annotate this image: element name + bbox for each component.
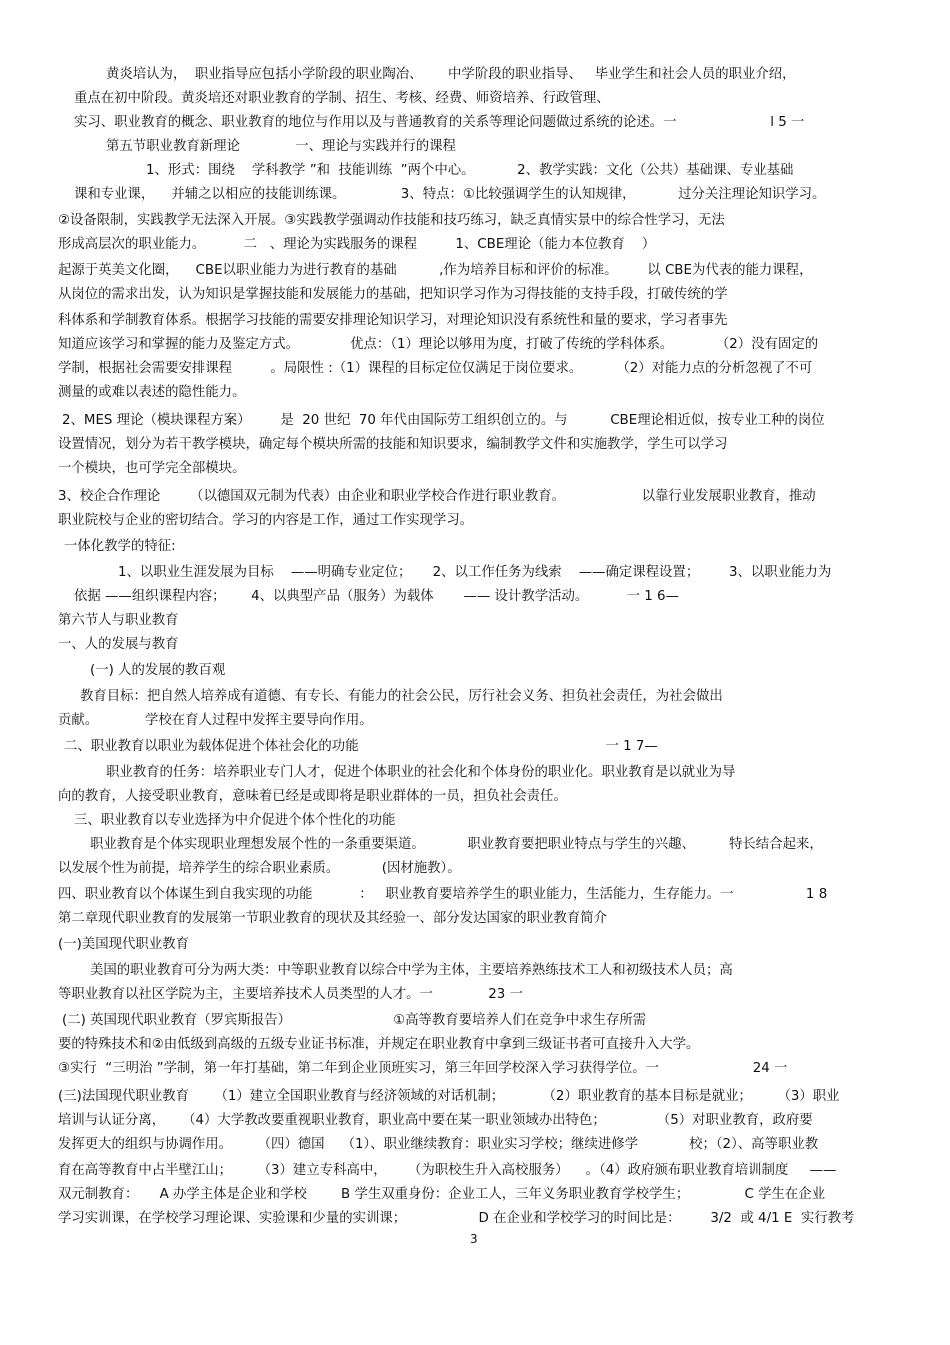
text-line: (一) 人的发展的教百观 (90, 663, 226, 678)
text-line: 三、职业教育以专业选择为中介促进个体个性化的功能 (74, 813, 396, 828)
text-line: 贡献。 学校在育人过程中发挥主要导向作用。 (58, 713, 373, 728)
text-line: 依据 ——组织课程内容； 4、以典型产品（服务）为载体 —— 设计教学活动。 一 1 6— (74, 589, 679, 604)
text-line: ③实行 “三明治 ”学制，第一年打基础，第二年到企业顶班实习，第三年回学校深入学习获得学位。一 24 一 (58, 1061, 788, 1076)
text-line: 起源于英美文化圈， CBE以职业能力为进行教育的基础 ,作为培养目标和评价的标准。 以 CBE为代表的能力课程， (58, 263, 813, 278)
text-line: 职业教育的任务：培养职业专门人才，促进个体职业的社会化和个体身份的职业化。职业教育是以就业为导 (106, 765, 736, 780)
text-line: 一、人的发展与教育 (58, 637, 179, 652)
text-line: 教育目标：把自然人培养成有道德、有专长、有能力的社会公民，厉行社会义务、担负社会责任，为社会做出 (80, 689, 723, 704)
text-line: 培训与认证分离， （4）大学教改要重视职业教育，职业高中要在某一职业领域办出特色； （5）对职业教育，政府要 (58, 1113, 813, 1128)
text-line: 重点在初中阶段。黄炎培还对职业教育的学制、招生、考核、经费、师资培养、行政管理、 (74, 91, 610, 106)
text-line: 3、校企合作理论 （以德国双元制为代表）由企业和职业学校合作进行职业教育。 以靠行业发展职业教育，推动 (58, 489, 816, 504)
text-line: 要的特殊技术和②由低级到高级的五级专业证书标准，并规定在职业教育中拿到三级证书者可直接升入大学。 (58, 1037, 700, 1052)
text-line: 课和专业课， 并辅之以相应的技能训练课。 3、特点：①比较强调学生的认知规律， 过分关注理论知识学习。 (74, 187, 826, 202)
text-line: 形成高层次的职业能力。 二 、理论为实践服务的课程 1、CBE理论（能力本位教育 ） (58, 237, 656, 252)
chapter-heading: 第二章现代职业教育的发展第一节职业教育的现状及其经验一、部分发达国家的职业教育简介 (58, 911, 608, 926)
text-line: 职业院校与企业的密切结合。学习的内容是工作，通过工作实现学习。 (58, 513, 474, 528)
text-line: 设置情况，划分为若干教学模块，确定每个模块所需的技能和知识要求，编制教学文件和实施教学，学生可以学习 (58, 437, 728, 452)
text-line: 以发展个性为前提，培养学生的综合职业素质。 (因材施教）。 (58, 861, 461, 876)
text-line: 1、形式：围绕 学科教学 ”和 技能训练 ”两个中心。 2、教学实践：文化（公共）基础课、专业基础 (146, 163, 794, 178)
text-line: 学习实训课，在学校学习理论课、实验课和少量的实训课； D 在企业和学校学习的时间比是： 3/2 或 4/1 E 实行教考 (58, 1211, 855, 1226)
text-line: 双元制教育： A 办学主体是企业和学校 B 学生双重身份：企业工人，三年义务职业教育学校学生； C 学生在企业 (58, 1187, 826, 1202)
text-line: 育在高等教育中占半壁江山； （3）建立专科高中， （为职校生升入高校服务） 。（4）政府颁布职业教育培训制度 —— (58, 1163, 837, 1178)
text-line: 2、MES 理论（模块课程方案） 是 20 世纪 70 年代由国际劳工组织创立的。与 CBE理论相近似，按专业工种的岗位 (62, 413, 825, 428)
page-number: 3 (470, 1232, 478, 1246)
text-line: (一)美国现代职业教育 (58, 937, 189, 952)
text-line: 测量的或难以表述的隐性能力。 (58, 385, 246, 400)
text-line: 科体系和学制教育体系。根据学习技能的需要安排理论知识学习，对理论知识没有系统性和量的要求，学习者事先 (58, 313, 728, 328)
text-line: 从岗位的需求出发，认为知识是掌握技能和发展能力的基础，把知识学习作为习得技能的支持手段，打破传统的学 (58, 287, 728, 302)
section-heading: 第六节人与职业教育 (58, 613, 179, 628)
text-line: 发挥更大的组织与协调作用。 （四）德国 （1）、职业继续教育：职业实习学校；继续进修学 校；（2）、高等职业教 (58, 1137, 819, 1152)
text-line: 知道应该学习和掌握的能力及鉴定方式。 优点：（1）理论以够用为度，打破了传统的学科体系。 （2）没有固定的 (58, 337, 819, 352)
text-line: 一体化教学的特征: (64, 539, 176, 554)
text-line: ②设备限制，实践教学无法深入开展。③实践教学强调动作技能和技巧练习，缺乏真情实景中的综合性学习，无法 (58, 213, 725, 228)
text-line: 四、职业教育以个体谋生到自我实现的功能 ： 职业教育要培养学生的职业能力，生活能力，生存能力。一 1 8 (58, 887, 828, 902)
text-line: 等职业教育以社区学院为主，主要培养技术人员类型的人才。一 23 一 (58, 987, 523, 1002)
text-line: 黄炎培认为， 职业指导应包括小学阶段的职业陶冶、 中学阶段的职业指导、 毕业学生和社会人员的职业介绍， (106, 67, 796, 82)
text-line: (二) 英国现代职业教育（罗宾斯报告） ①高等教育要培养人们在竞争中求生存所需 (62, 1013, 647, 1028)
text-line: 向的教育，人接受职业教育，意味着已经是或即将是职业群体的一员，担负社会责任。 (58, 789, 567, 804)
text-line: 实习、职业教育的概念、职业教育的地位与作用以及与普通教育的关系等理论问题做过系统的论述。一 l 5 一 (74, 115, 805, 130)
text-line: (三)法国现代职业教育 （1）建立全国职业教育与经济领域的对话机制； （2）职业教育的基本目标是就业； （3）职业 (58, 1089, 840, 1104)
text-line: 1、以职业生涯发展为目标 ——明确专业定位； 2、以工作任务为线索 ——确定课程设置； 3、以职业能力为 (118, 565, 832, 580)
text-line: 学制，根据社会需要安排课程 。局限性 :（1）课程的目标定位仅满足于岗位要求。 （2）对能力点的分析忽视了不可 (58, 361, 813, 376)
text-line: 一个模块，也可学完全部模块。 (58, 461, 246, 476)
text-line: 职业教育是个体实现职业理想发展个性的一条重要渠道。 职业教育要把职业特点与学生的兴趣、 特长结合起来， (90, 837, 823, 852)
section-heading: 第五节职业教育新理论 一、理论与实践并行的课程 (106, 139, 456, 154)
text-line: 美国的职业教育可分为两大类：中等职业教育以综合中学为主体，主要培养熟练技术工人和初级技术人员；高 (90, 963, 733, 978)
text-line: 二、职业教育以职业为载体促进个体社会化的功能 一 1 7— (64, 739, 658, 754)
